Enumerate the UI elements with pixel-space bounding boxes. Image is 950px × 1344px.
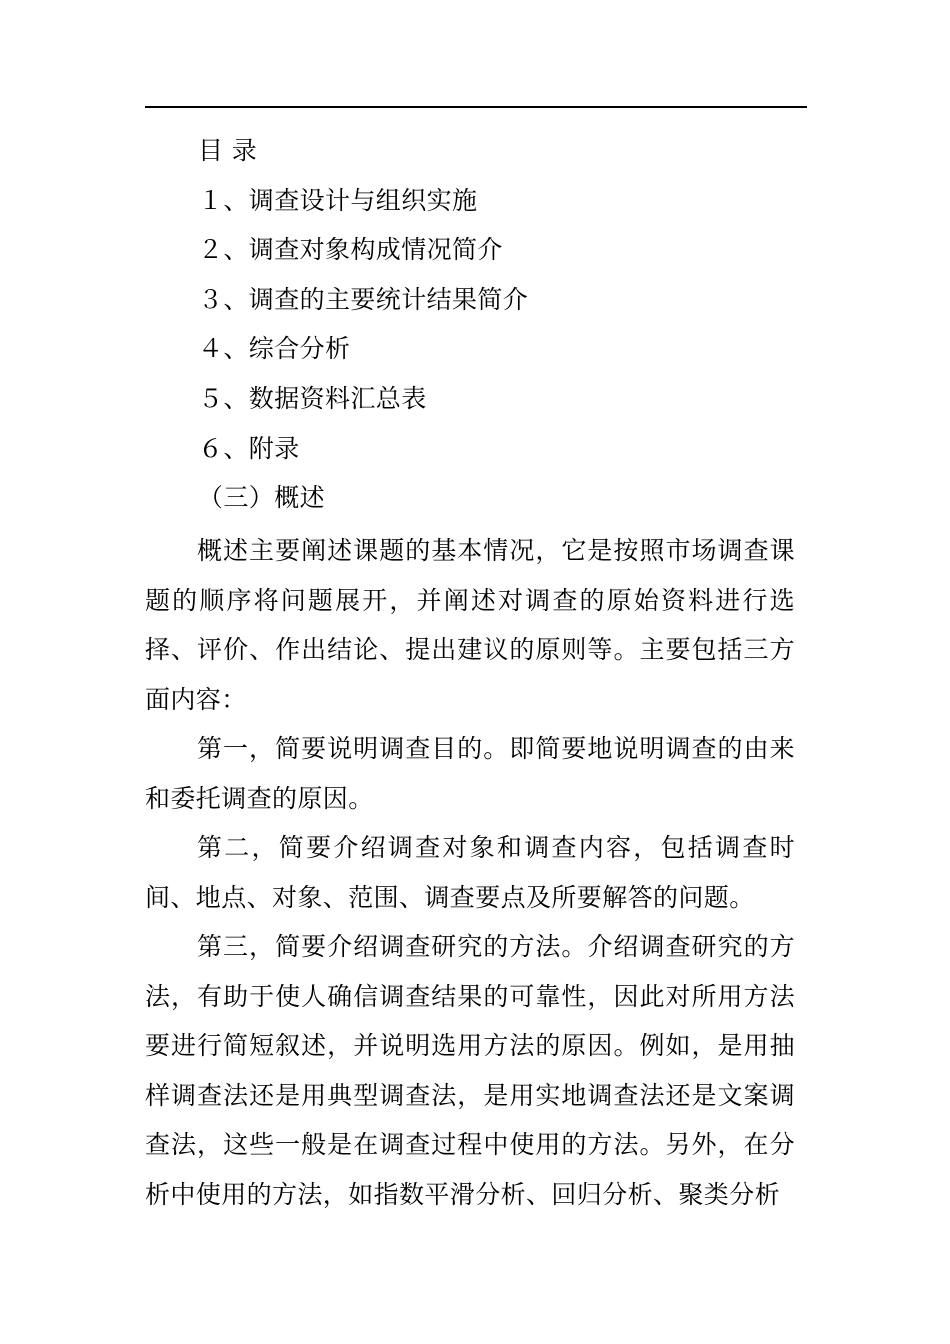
toc-item-1: １、调查设计与组织实施	[198, 186, 478, 215]
point-three-paragraph: 第三，简要介绍调查研究的方法。介绍调查研究的方法，有助于使人确信调查结果的可靠性，因此对所用方法要进行简短叙述，并说明选用方法的原因。例如，是用抽样调查法还是用典型调查法，是用实地调查法还是文案调查法，这些一般是在调查过程中使用的方法。另外，在分析中使用的方法，如指数平滑分析、回归分析、聚类分析	[145, 932, 795, 1209]
header-rule	[145, 106, 807, 108]
toc-title: 目 录	[198, 136, 258, 165]
toc-item-5: ５、数据资料汇总表	[198, 384, 427, 413]
toc-item-4: ４、综合分析	[198, 334, 351, 363]
overview-paragraph: 概述主要阐述课题的基本情况，它是按照市场调查课题的顺序将问题展开，并阐述对调查的原始资料进行选择、评价、作出结论、提出建议的原则等。主要包括三方面内容：	[145, 536, 795, 714]
point-one-paragraph: 第一，简要说明调查目的。即简要地说明调查的由来和委托调查的原因。	[145, 734, 795, 813]
section-heading: （三）概述	[198, 483, 326, 512]
point-two-paragraph: 第二，简要介绍调查对象和调查内容，包括调查时间、地点、对象、范围、调查要点及所要解答的问题。	[145, 833, 795, 912]
toc-item-3: ３、调查的主要统计结果简介	[198, 285, 529, 314]
toc-item-2: ２、调查对象构成情况简介	[198, 235, 503, 264]
toc-item-6: ６、附录	[198, 434, 300, 463]
